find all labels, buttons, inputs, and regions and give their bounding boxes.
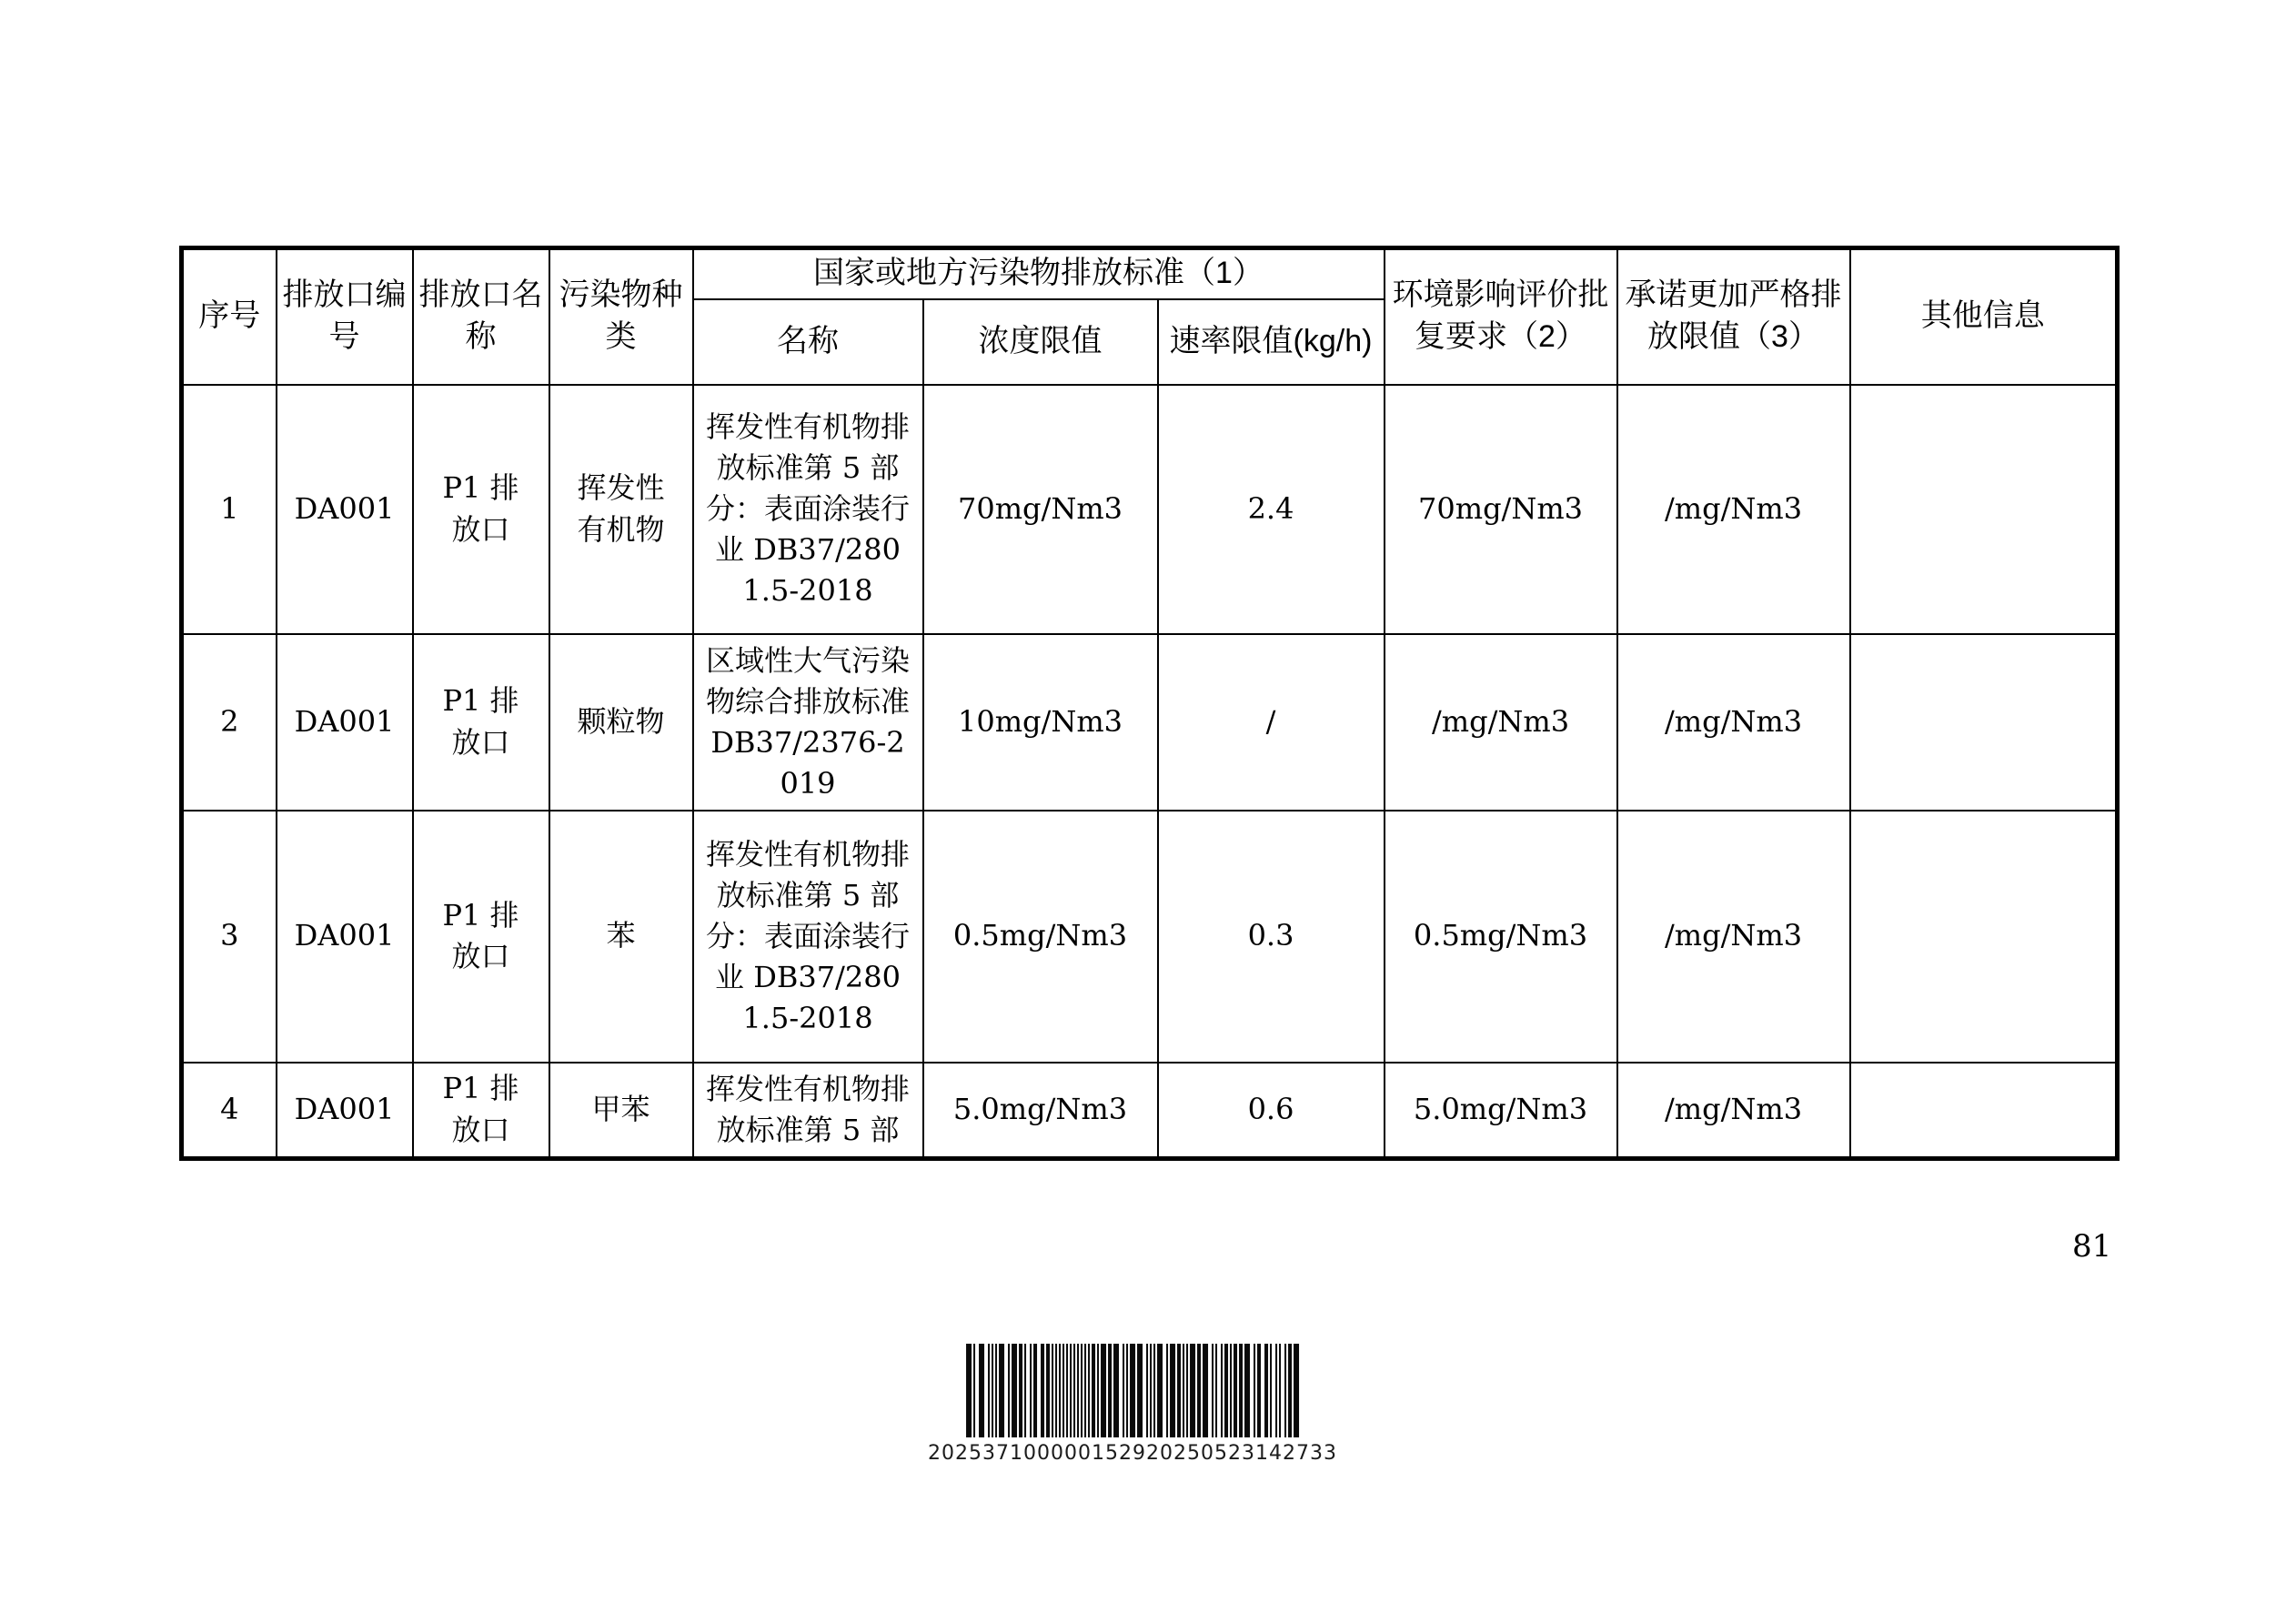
cell-pollutant-type: 挥发性有机物 (549, 385, 693, 634)
cell-rate-limit: 0.3 (1158, 811, 1385, 1063)
cell-other-info (1850, 1063, 2118, 1159)
cell-outlet-no: DA001 (277, 385, 413, 634)
cell-eia-requirement: 0.5mg/Nm3 (1385, 811, 1617, 1063)
cell-pollutant-type: 甲苯 (549, 1063, 693, 1159)
barcode-digits: 202537100000152920250523142733 (928, 1442, 1337, 1465)
cell-eia-requirement: 70mg/Nm3 (1385, 385, 1617, 634)
cell-outlet-no: DA001 (277, 811, 413, 1063)
table-row (182, 811, 2118, 1063)
header-outlet-no: 排放口编号 (277, 248, 413, 385)
cell-concentration-limit: 5.0mg/Nm3 (923, 1063, 1158, 1159)
cell-rate-limit: 0.6 (1158, 1063, 1385, 1159)
table-row (182, 385, 2118, 634)
cell-outlet-name: P1 排放口 (413, 385, 549, 634)
header-concentration-limit: 浓度限值 (923, 299, 1158, 385)
emission-standards-table (179, 246, 2120, 1161)
cell-rate-limit: / (1158, 634, 1385, 811)
cell-seq: 2 (182, 634, 277, 811)
header-other-info: 其他信息 (1850, 248, 2118, 385)
cell-stricter-limit: /mg/Nm3 (1617, 811, 1850, 1063)
cell-eia-requirement: 5.0mg/Nm3 (1385, 1063, 1617, 1159)
cell-concentration-limit: 70mg/Nm3 (923, 385, 1158, 634)
cell-outlet-no: DA001 (277, 634, 413, 811)
cell-standard-name: 挥发性有机物排放标准第 5 部 (693, 1063, 923, 1159)
cell-standard-name: 挥发性有机物排放标准第 5 部分：表面涂装行业 DB37/2801.5-2018 (693, 811, 923, 1063)
cell-pollutant-type: 苯 (549, 811, 693, 1063)
cell-other-info (1850, 634, 2118, 811)
cell-other-info (1850, 811, 2118, 1063)
cell-concentration-limit: 0.5mg/Nm3 (923, 811, 1158, 1063)
header-standard-name: 名称 (693, 299, 923, 385)
header-seq: 序号 (182, 248, 277, 385)
cell-stricter-limit: /mg/Nm3 (1617, 385, 1850, 634)
header-stricter-limit: 承诺更加严格排放限值（3） (1617, 248, 1850, 385)
table-row (182, 634, 2118, 811)
cell-pollutant-type: 颗粒物 (549, 634, 693, 811)
cell-other-info (1850, 385, 2118, 634)
cell-concentration-limit: 10mg/Nm3 (923, 634, 1158, 811)
barcode (928, 1344, 1337, 1465)
cell-seq: 4 (182, 1063, 277, 1159)
barcode-bars (928, 1344, 1337, 1437)
page-number: 81 (2072, 1228, 2112, 1265)
cell-seq: 1 (182, 385, 277, 634)
cell-stricter-limit: /mg/Nm3 (1617, 634, 1850, 811)
header-pollutant-type: 污染物种类 (549, 248, 693, 385)
cell-outlet-no: DA001 (277, 1063, 413, 1159)
cell-eia-requirement: /mg/Nm3 (1385, 634, 1617, 811)
cell-outlet-name: P1 排放口 (413, 634, 549, 811)
cell-standard-name: 区域性大气污染物综合排放标准 DB37/2376-2019 (693, 634, 923, 811)
header-outlet-name: 排放口名称 (413, 248, 549, 385)
cell-outlet-name: P1 排放口 (413, 811, 549, 1063)
cell-standard-name: 挥发性有机物排放标准第 5 部分：表面涂装行业 DB37/2801.5-2018 (693, 385, 923, 634)
cell-stricter-limit: /mg/Nm3 (1617, 1063, 1850, 1159)
cell-outlet-name: P1 排放口 (413, 1063, 549, 1159)
header-eia-requirement: 环境影响评价批复要求（2） (1385, 248, 1617, 385)
table-row (182, 1063, 2118, 1159)
header-standard-group: 国家或地方污染物排放标准（1） (693, 248, 1385, 299)
header-rate-limit: 速率限值(kg/h) (1158, 299, 1385, 385)
cell-seq: 3 (182, 811, 277, 1063)
cell-rate-limit: 2.4 (1158, 385, 1385, 634)
